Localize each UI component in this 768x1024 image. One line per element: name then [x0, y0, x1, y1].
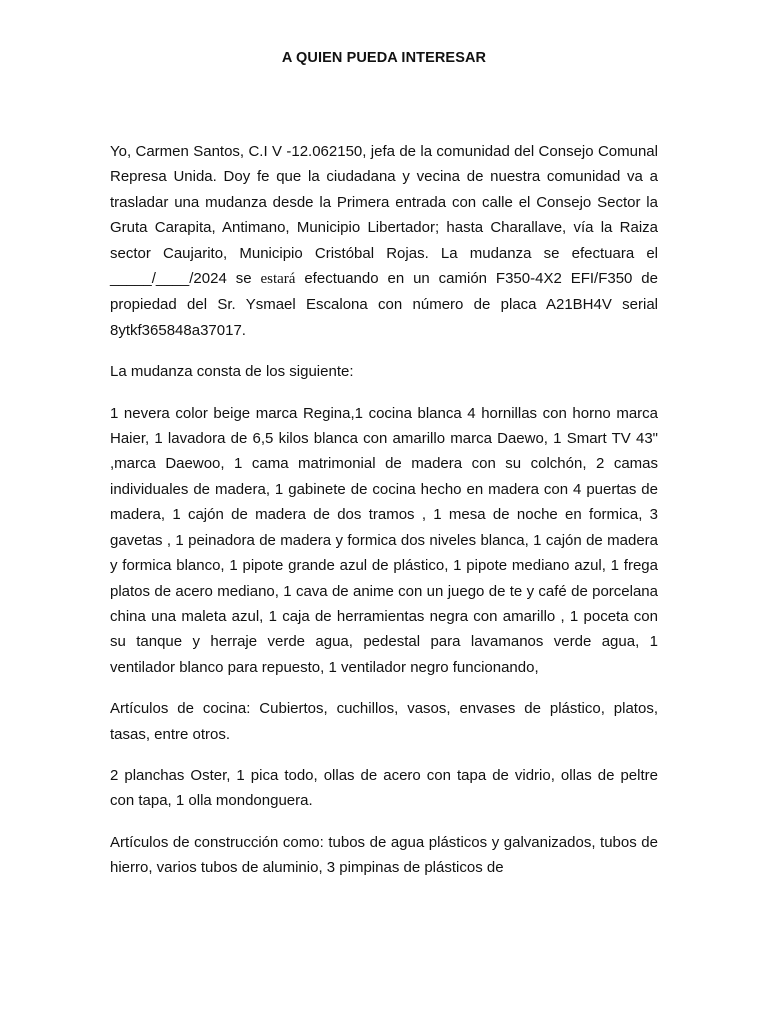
- document-body: [110, 139, 658, 897]
- paragraph-inventory-intro: La mudanza consta de los siguiente:: [110, 363, 354, 381]
- paragraph-construction-articles: Artículos de construcción como: tubos de agua plásticos y galvanizados, tubos de hierro, varios tubos de aluminio, 3 pimpinas de plásticos de: [110, 833, 658, 877]
- declaration-text-part-2: efectuando en un camión F350-4X2 EFI/F350 de propiedad del Sr. Ysmael Escalona con número de placa A21BH4V serial 8ytkf365848a37017.: [110, 270, 658, 339]
- paragraph-declaration: [110, 139, 658, 343]
- paragraph-appliances: 2 planchas Oster, 1 pica todo, ollas de acero con tapa de vidrio, ollas de peltre con tapa, 1 olla mondonguera.: [110, 766, 658, 810]
- declaration-serif-word: estará: [260, 271, 296, 288]
- declaration-text-part-1: Yo, Carmen Santos, C.I V -12.062150, jefa de la comunidad del Consejo Comunal Represa Unida. Doy fe que la ciudadana y vecina de nuestra comunidad va a trasladar una mudanza desde la Primera entrada con calle el Consejo Sector la Gruta Carapita, Antimano, Municipio Libertador; hasta Charallave, vía la Raiza sector Caujarito, Municipio Cristóbal Rojas. La mudanza se efectuara el _____/____/2024 se: [110, 143, 658, 288]
- paragraph-kitchen-articles: Artículos de cocina: Cubiertos, cuchillos, vasos, envases de plástico, platos, tasas, entre otros.: [110, 700, 658, 743]
- document-title: A QUIEN PUEDA INTERESAR: [281, 50, 487, 66]
- paragraph-inventory-items: 1 nevera color beige marca Regina,1 cocina blanca 4 hornillas con horno marca Haier, 1 lavadora de 6,5 kilos blanca con amarillo marca Daewo, 1 Smart TV 43" ,marca Daewoo, 1 cama matrimonial de madera con su colchón, 2 camas individuales de madera, 1 gabinete de cocina hecho en madera con 4 puertas de madera, 1 cajón de madera de dos tramos , 1 mesa de noche en formica, 3 gavetas , 1 peinadora de madera y formica dos niveles blanca, 1 cajón de madera y formica blanco, 1 pipote grande azul de plástico, 1 pipote mediano azul, 1 frega platos de acero mediano, 1 cava de anime con un juego de te y café de porcelana china una maleta azul, 1 caja de herramientas negra con amarillo , 1 poceta con su tanque y herraje verde agua, pedestal para lavamanos verde agua, 1 ventilador blanco para repuesto, 1 ventilador negro funcionando,: [110, 404, 658, 676]
